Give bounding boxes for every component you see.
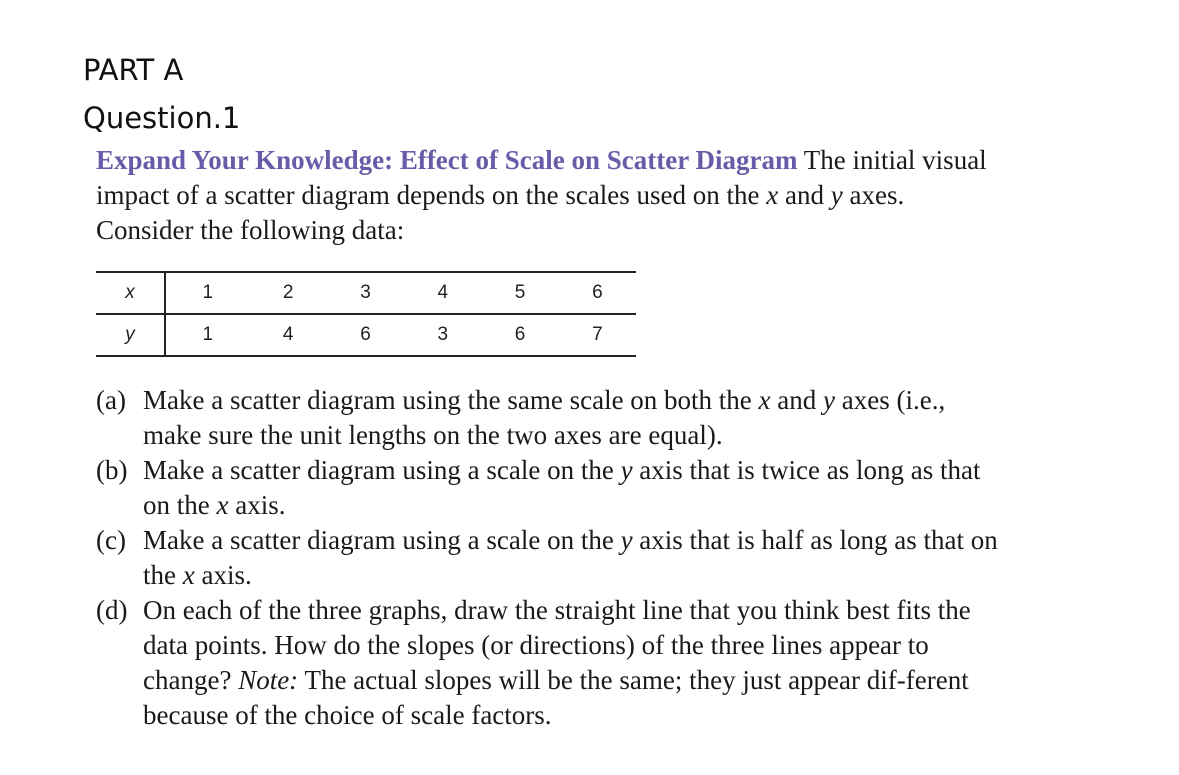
part-text: Make a scatter diagram using the same scale on both the xyxy=(143,385,759,415)
part-var-y: y xyxy=(620,525,633,555)
part-heading: PART A xyxy=(83,53,184,87)
part-var-x: x xyxy=(216,490,229,520)
table-cell-x: 6 xyxy=(559,272,636,314)
intro-text: and xyxy=(778,180,831,210)
question-part-a xyxy=(96,383,1006,453)
question-heading: Question.1 xyxy=(83,101,241,135)
intro-text: The initial visual impact of a scatter diagram depends on the scales used on the xyxy=(96,145,987,210)
part-var-y: y xyxy=(620,455,633,485)
table-cell-x: 1 xyxy=(165,272,250,314)
table-cell-x: 5 xyxy=(481,272,558,314)
table-label-x: x xyxy=(96,272,165,314)
part-text: Make a scatter diagram using a scale on the xyxy=(143,525,621,555)
table-cell-y: 4 xyxy=(250,314,327,356)
table-cell-y: 7 xyxy=(559,314,636,356)
table-cell-x: 2 xyxy=(250,272,327,314)
note-label: Note: xyxy=(238,665,299,695)
part-marker: (b) xyxy=(96,455,128,485)
part-text: and xyxy=(770,385,824,415)
part-text: axis. xyxy=(194,560,252,590)
question-part-d xyxy=(96,593,1006,733)
part-var-y: y xyxy=(823,385,835,415)
part-marker: (d) xyxy=(96,595,128,625)
data-table xyxy=(96,271,636,357)
part-text: The actual slopes will be the same; they just appear dif-ferent because of the choice of scale factors. xyxy=(143,665,969,730)
table-cell-y: 6 xyxy=(327,314,404,356)
table-cell-y: 6 xyxy=(481,314,558,356)
question-part-c xyxy=(96,523,1006,593)
intro-var-x: x xyxy=(766,180,779,210)
intro-title: Expand Your Knowledge: Effect of Scale on Scatter Diagram xyxy=(96,145,798,175)
intro-var-y: y xyxy=(830,180,843,210)
part-text: On each of the three graphs, draw the straight line that you think best fits the data points. How do the slopes (or directions) of the three lines appear to change? xyxy=(143,595,971,695)
table-row-x xyxy=(96,272,636,314)
part-text: axis. xyxy=(228,490,286,520)
intro-text: axes. Consider the following data: xyxy=(96,180,905,245)
question-parts-list xyxy=(96,383,1006,733)
part-marker: (c) xyxy=(96,525,126,555)
part-text: axis that is half as long as that on the xyxy=(143,525,998,590)
table-label-y: y xyxy=(96,314,165,356)
part-var-x: x xyxy=(758,385,771,415)
table-cell-y: 1 xyxy=(165,314,250,356)
part-text: axes (i.e., make sure the unit lengths on the two axes are equal). xyxy=(143,385,946,450)
part-var-x: x xyxy=(182,560,195,590)
part-text: axis that is twice as long as that on the xyxy=(143,455,981,520)
part-text: Make a scatter diagram using a scale on the xyxy=(143,455,621,485)
table-cell-x: 4 xyxy=(404,272,481,314)
intro-paragraph xyxy=(96,143,1001,248)
question-part-b xyxy=(96,453,1006,523)
part-marker: (a) xyxy=(96,385,126,415)
table-cell-x: 3 xyxy=(327,272,404,314)
table-row-y xyxy=(96,314,636,356)
table-cell-y: 3 xyxy=(404,314,481,356)
